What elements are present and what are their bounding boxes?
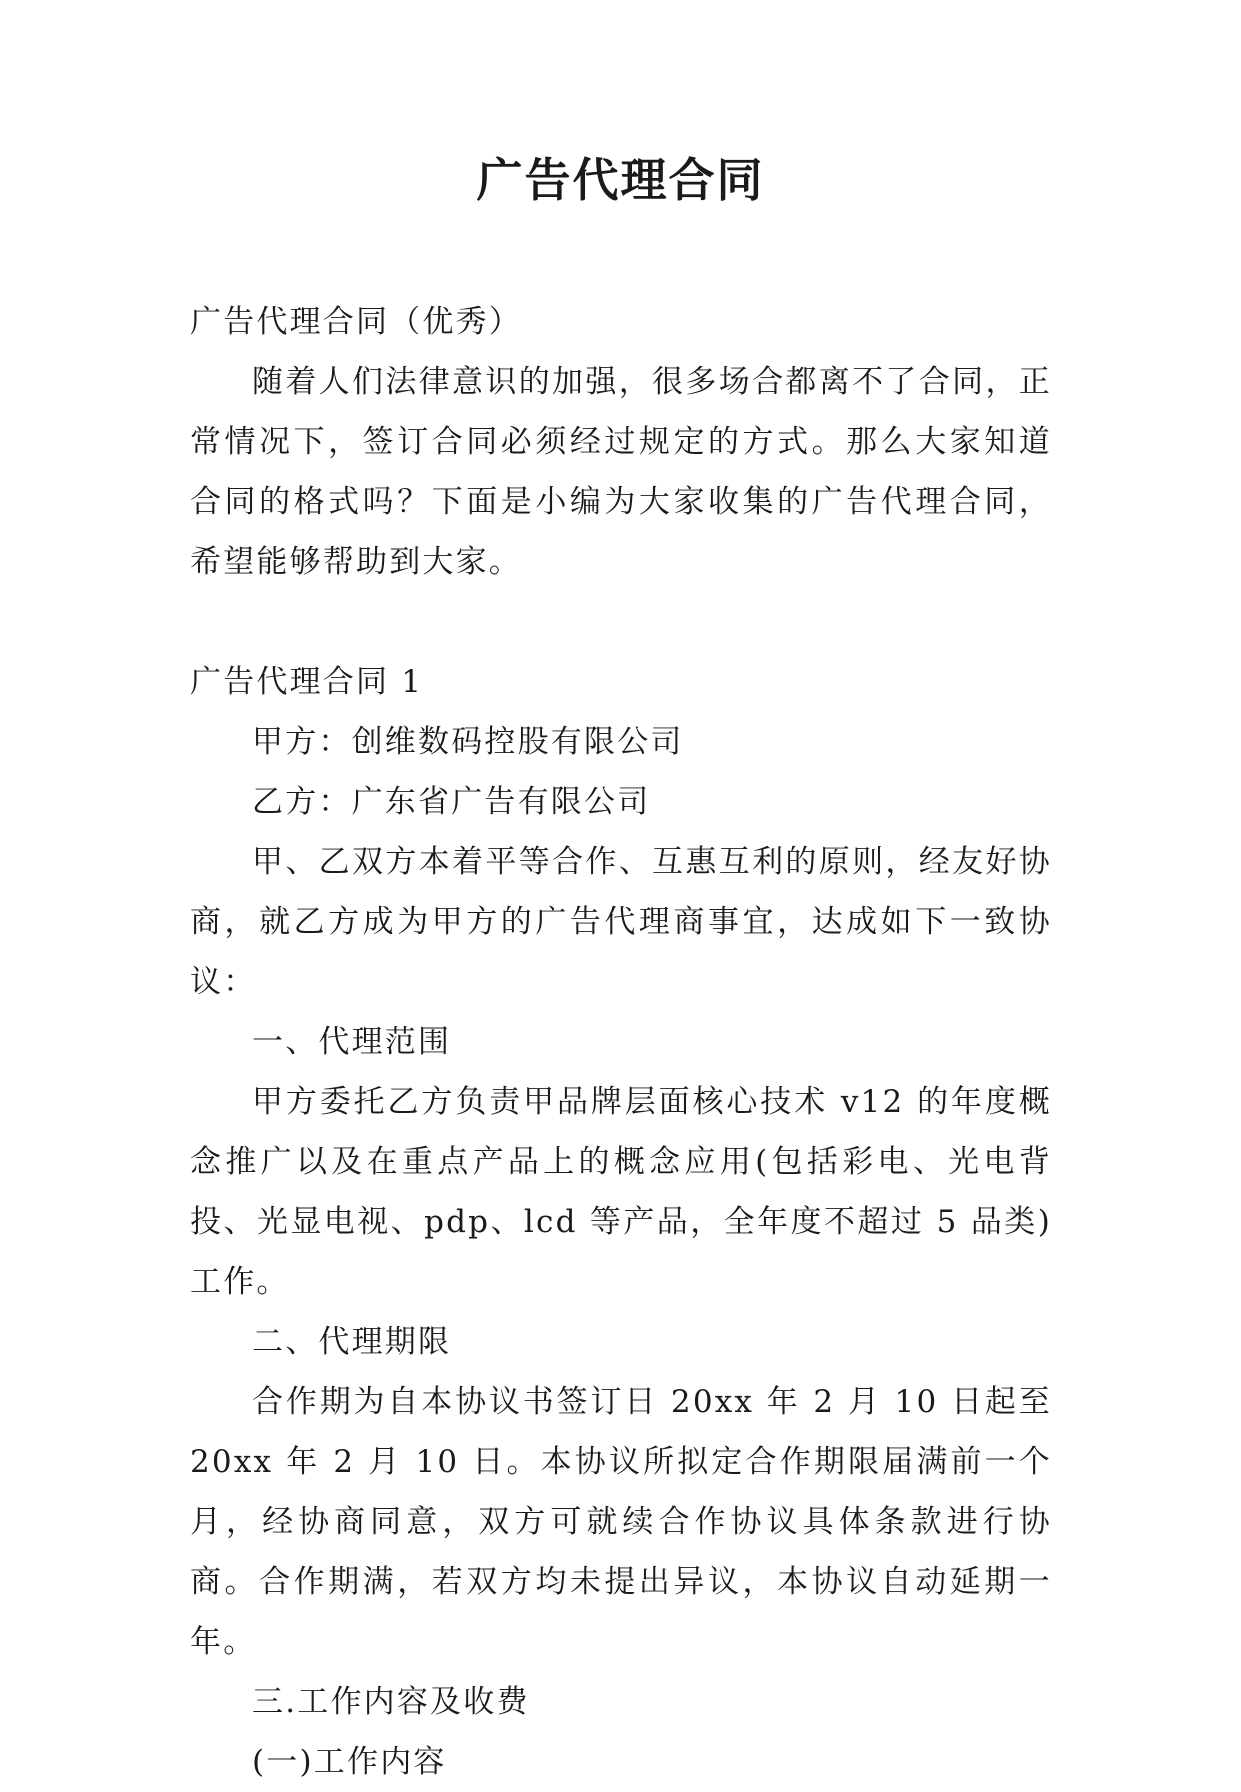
party-b-line: 乙方：广东省广告有限公司 [252,784,651,820]
party-a-line: 甲方：创维数码控股有限公司 [252,724,684,760]
clause-1-body: 甲方委托乙方负责甲品牌层面核心技术 v12 的年度概念推广以及在重点产品上的概念应用(包括彩电、光电背投、光显电视、pdp、lcd 等产品，全年度不超过 5 品类)工作。 [190,1084,1052,1300]
page-title: 广告代理合同 [476,153,765,207]
document-subtitle: 广告代理合同（优秀） [190,304,522,340]
preamble-paragraph: 甲、乙双方本着平等合作、互惠互利的原则，经友好协商，就乙方成为甲方的广告代理商事宜，达成如下一致协议： [190,844,1052,1000]
clause-2-body: 合作期为自本协议书签订日 20xx 年 2 月 10 日起至 20xx 年 2 月 10 日。本协议所拟定合作期限届满前一个月，经协商同意，双方可就续合作协议具体条款进行协商。合作期满，若双方均未提出异议，本协议自动延期一年。 [190,1384,1052,1660]
clause-3-subheading: (一)工作内容 [252,1744,447,1780]
clause-3-heading: 三.工作内容及收费 [252,1684,530,1720]
clause-1-heading: 一、代理范围 [252,1024,452,1060]
intro-paragraph: 随着人们法律意识的加强，很多场合都离不了合同，正常情况下，签订合同必须经过规定的方式。那么大家知道合同的格式吗？下面是小编为大家收集的广告代理合同，希望能够帮助到大家。 [190,364,1052,580]
clause-2-heading: 二、代理期限 [252,1324,452,1360]
section-heading: 广告代理合同 1 [190,664,424,700]
document-body [190,292,1052,1792]
